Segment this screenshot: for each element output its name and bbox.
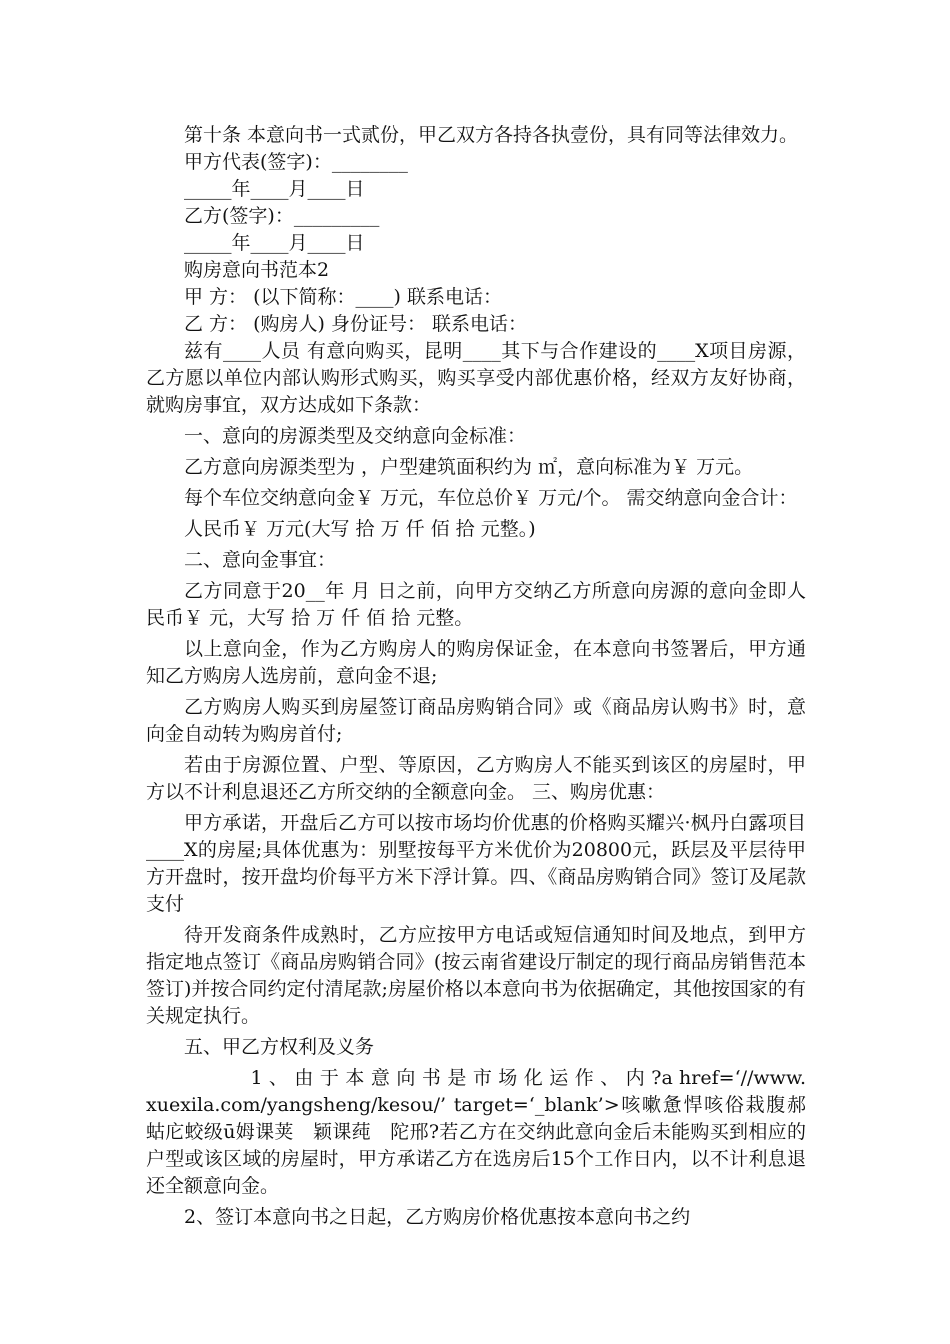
paragraph-rmb-total: 人民币￥ 万元(大写 拾 万 仟 佰 拾 元整。) — [184, 518, 536, 540]
section-1-heading: 一、意向的房源类型及交纳意向金标准： — [184, 425, 527, 447]
paragraph-discount: 甲方承诺，开盘后乙方可以按市场均价优惠的价格购买耀兴·枫丹白露项目____X的房屋;具体优惠为：别墅按每平方米优价为20800元，跃层及平层待甲方开盘时，按开盘均价每平方米下浮计算。四、《商品房购销合同》签订及尾款支付 — [146, 812, 806, 915]
party-a-info-line: 甲 方： (以下简称：____) 联系电话： — [184, 286, 502, 308]
document-page — [146, 122, 806, 1235]
paragraph-deposit-date: 乙方同意于20__年 月 日之前，向甲方交纳乙方所意向房源的意向金即人民币￥ 元，大写 拾 万 仟 佰 拾 元整。 — [146, 580, 806, 629]
sample-2-heading: 购房意向书范本2 — [184, 259, 330, 281]
paragraph-article-10: 第十条 本意向书一式贰份，甲乙双方各持各执壹份，具有同等法律效力。 — [184, 124, 799, 146]
paragraph-refund: 若由于房源位置、户型、等原因，乙方购房人不能买到该区的房屋时，甲方以不计利息退还乙方所交纳的全额意向金。 三、购房优惠： — [146, 754, 806, 803]
paragraph-house-type: 乙方意向房源类型为 ，户型建筑面积约为 ㎡，意向标准为￥ 万元。 — [184, 456, 754, 478]
paragraph-deposit-guarantee: 以上意向金，作为乙方购房人的购房保证金，在本意向书签署后，甲方通知乙方购房人选房前，意向金不退; — [146, 638, 806, 687]
section-5-heading: 五、甲乙方权利及义务 — [184, 1036, 375, 1058]
party-a-signature-line: 甲方代表(签字)：________ — [184, 151, 408, 173]
paragraph-rights-1: 1 、 由 于 本 意 向 书 是 市 场 化 运 作 、 内 ?a href=‘//www.xuexila.com/yangsheng/kesou/’ target=‘_blank’>咳嗽惫悍咳俗栽腹郝蛄庀蛟级ū姆课荚 颖课莼 陀邢?若乙方在交纳此意向金后未能购买到相应的户型或该区域的房屋时，甲方承诺乙方在选房后15个工作日内，以不计利息退还全额意向金。 — [146, 1067, 806, 1197]
party-a-date-line: _____年____月____日 — [184, 178, 365, 200]
paragraph-parking-deposit: 每个车位交纳意向金￥ 万元，车位总价￥ 万元/个。 需交纳意向金合计： — [184, 487, 798, 509]
section-2-heading: 二、意向金事宜： — [184, 549, 337, 571]
paragraph-rights-2: 2、签订本意向书之日起，乙方购房价格优惠按本意向书之约 — [184, 1206, 691, 1228]
paragraph-contract-conversion: 乙方购房人购买到房屋签订商品房购销合同》或《商品房认购书》时，意向金自动转为购房首付; — [146, 696, 806, 745]
party-b-signature-line: 乙方(签字)：_________ — [184, 205, 380, 227]
party-b-info-line: 乙 方： (购房人) 身份证号： 联系电话： — [184, 313, 527, 335]
party-b-date-line: _____年____月____日 — [184, 232, 365, 254]
paragraph-contract-signing: 待开发商条件成熟时，乙方应按甲方电话或短信通知时间及地点，到甲方指定地点签订《商品房购销合同》(按云南省建设厅制定的现行商品房销售范本签订)并按合同约定付清尾款;房屋价格以本意向书为依据确定，其他按国家的有关规定执行。 — [146, 924, 806, 1027]
paragraph-intro: 兹有____人员 有意向购买，昆明____其下与合作建设的____X项目房源，乙方愿以单位内部认购形式购买，购买享受内部优惠价格，经双方友好协商，就购房事宜，双方达成如下条款： — [146, 340, 806, 416]
